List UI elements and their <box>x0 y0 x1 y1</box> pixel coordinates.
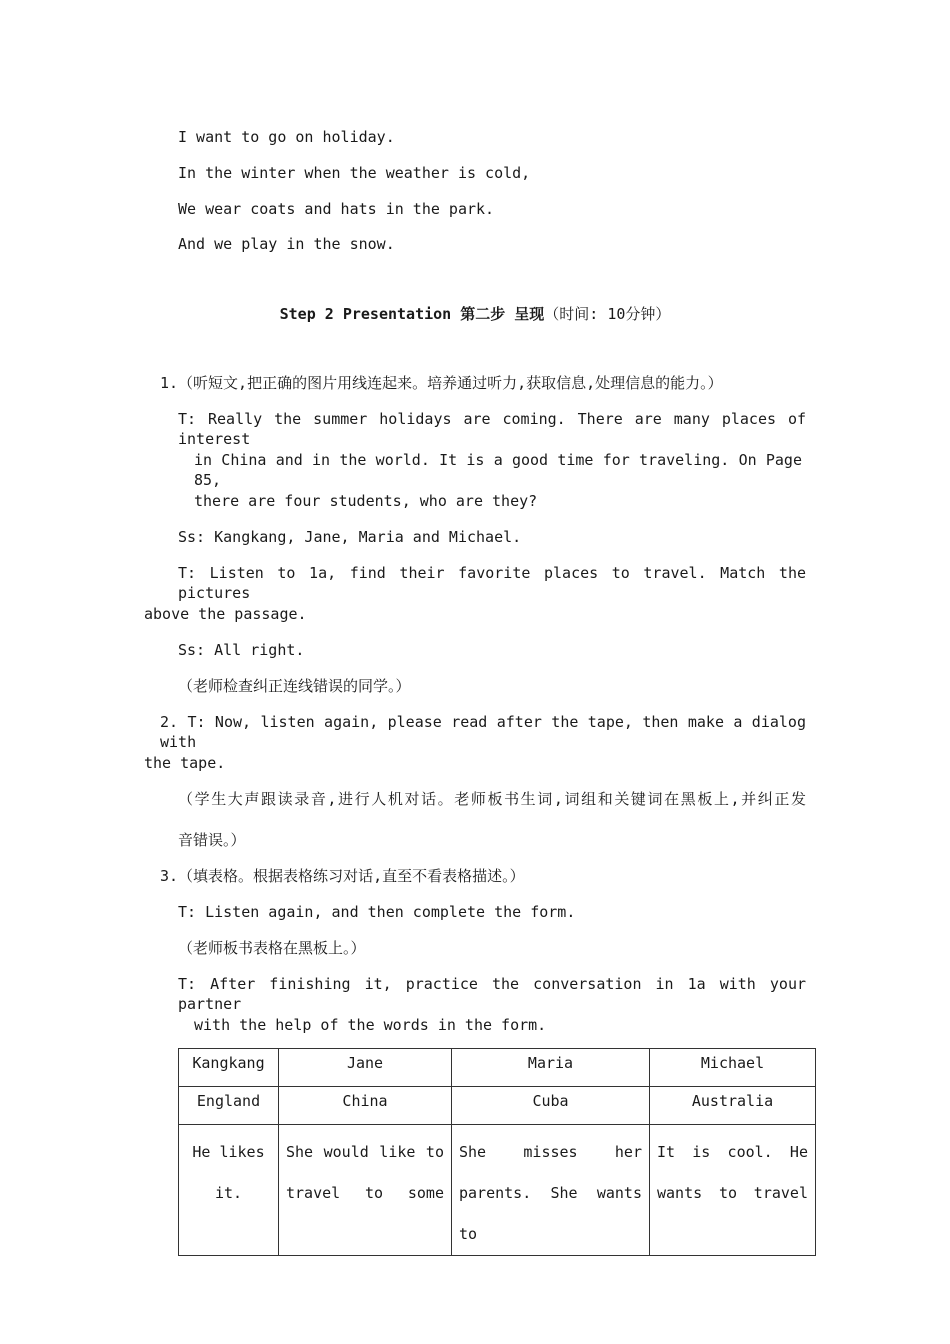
item3-teacher-line-2: T: After finishing it, practice the conversation in 1a with your partner <box>178 975 806 1013</box>
travel-form-table <box>178 1048 816 1256</box>
item1-teacher-line-4: T: Listen to 1a, find their favorite places to travel. Match the pictures <box>178 564 806 602</box>
item1-heading: 1.（听短文,把正确的图片用线连起来。培养通过听力,获取信息,处理信息的能力。） <box>160 374 723 392</box>
reason-cell-michael <box>650 1125 816 1256</box>
name-cell-jane: Jane <box>279 1049 452 1087</box>
item2-note-2: 音错误。） <box>178 831 246 849</box>
place-cell-michael: Australia <box>650 1087 816 1125</box>
item3-teacher-line-1: T: Listen again, and then complete the form. <box>178 903 576 921</box>
item2-note-1: （学生大声跟读录音,进行人机对话。老师板书生词,词组和关键词在黑板上,并纠正发 <box>178 790 806 808</box>
item1-teacher-line-5: above the passage. <box>144 605 307 623</box>
table-row <box>179 1125 816 1256</box>
name-cell-michael: Michael <box>650 1049 816 1087</box>
reason-text-michael: It is cool. He wants to travel <box>657 1143 808 1202</box>
place-cell-kangkang: England <box>179 1087 279 1125</box>
poem-line-1: I want to go on holiday. <box>178 128 395 146</box>
item1-teacher-line-3: there are four students, who are they? <box>194 492 538 510</box>
reason-text-kangkang: He likes it. <box>192 1143 265 1202</box>
item1-note: （老师检查纠正连线错误的同学。） <box>178 677 411 695</box>
item2-line-1: 2. T: Now, listen again, please read after the tape, then make a dialog with <box>160 713 806 751</box>
item3-teacher-line-3: with the help of the words in the form. <box>194 1016 547 1034</box>
step-heading <box>0 304 950 324</box>
place-cell-jane: China <box>279 1087 452 1125</box>
item1-teacher-line-1: T: Really the summer holidays are coming. There are many places of interest <box>178 410 806 448</box>
name-cell-maria: Maria <box>452 1049 650 1087</box>
item1-teacher-line-2: in China and in the world. It is a good time for traveling. On Page 85, <box>194 451 802 489</box>
table-row <box>179 1049 816 1087</box>
reason-cell-kangkang <box>179 1125 279 1256</box>
step-time: （时间: 10分钟） <box>544 305 671 323</box>
name-cell-kangkang: Kangkang <box>179 1049 279 1087</box>
item1-students-line-2: Ss: All right. <box>178 641 305 659</box>
item2-line-2: the tape. <box>144 754 226 772</box>
poem-line-4: And we play in the snow. <box>178 235 395 253</box>
place-cell-maria: Cuba <box>452 1087 650 1125</box>
reason-text-jane: She would like to travel to some <box>286 1143 444 1202</box>
item3-heading: 3.（填表格。根据表格练习对话,直至不看表格描述。） <box>160 867 525 885</box>
reason-cell-maria <box>452 1125 650 1256</box>
reason-cell-jane <box>279 1125 452 1256</box>
item1-students-line-1: Ss: Kangkang, Jane, Maria and Michael. <box>178 528 522 546</box>
reason-text-maria: She misses her parents. She wants to <box>459 1143 642 1243</box>
table-row <box>179 1087 816 1125</box>
item3-note: （老师板书表格在黑板上。） <box>178 939 366 957</box>
step-title: Step 2 Presentation 第二步 呈现 <box>279 305 545 323</box>
poem-line-2: In the winter when the weather is cold, <box>178 164 531 182</box>
poem-line-3: We wear coats and hats in the park. <box>178 200 495 218</box>
